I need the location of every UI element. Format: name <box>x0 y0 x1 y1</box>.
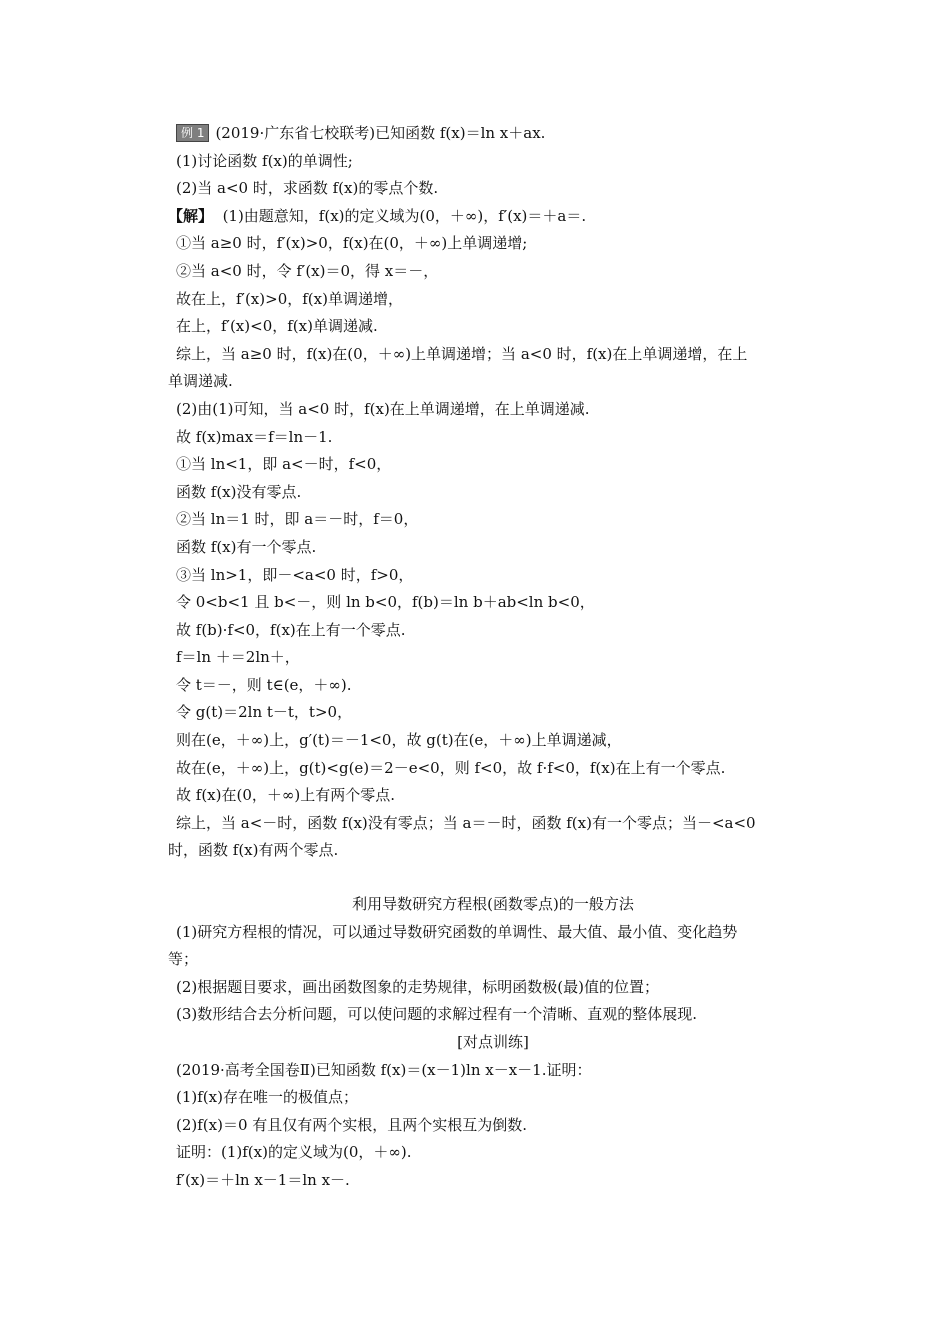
question-2: (2)当 a<0 时，求函数 f(x)的零点个数. <box>176 179 439 198</box>
solution-line: 则在(e，＋∞)上，g′(t)＝－1<0，故 g(t)在(e，＋∞)上单调递减， <box>176 731 622 750</box>
example-header <box>168 120 818 148</box>
example-source-and-statement: (2019·广东省七校联考)已知函数 f(x)＝ln x＋ax. <box>215 124 546 142</box>
method-line: (2)根据题目要求，画出函数图象的走势规律，标明函数极(最)值的位置； <box>176 977 659 996</box>
solution-line: 故在上，f′(x)>0，f(x)单调递增， <box>176 289 403 308</box>
solution-line: 故在(e，＋∞)上，g(t)<g(e)＝2－e<0，则 f<0，故 f·f<0，f(x)在上有一个零点. <box>176 758 726 777</box>
method-line: (3)数形结合去分析问题，可以使问题的求解过程有一个清晰、直观的整体展现. <box>176 1005 698 1024</box>
solution-line: 令 0<b<1 且 b<－，则 ln b<0，f(b)＝ln b＋ab<ln b<0， <box>176 593 595 612</box>
section-spacer <box>168 865 818 891</box>
solution-line: 综上，当 a<－时，函数 f(x)没有零点；当 a＝－时，函数 f(x)有一个零点；当－<a<0 <box>176 813 756 832</box>
solution-line: 故 f(b)·f<0，f(x)在上有一个零点. <box>176 620 406 639</box>
method-line: 等； <box>168 950 199 969</box>
solution-label: 【解】 <box>168 206 214 225</box>
training-line: 证明：(1)f(x)的定义域为(0，＋∞). <box>176 1143 412 1162</box>
solution-line: ②当 a<0 时，令 f′(x)＝0，得 x＝－， <box>176 261 439 280</box>
solution-line: ②当 ln＝1 时，即 a＝－时，f＝0， <box>176 510 419 529</box>
solution-line: 故 f(x)在(0，＋∞)上有两个零点. <box>176 786 395 805</box>
method-line: (1)研究方程根的情况，可以通过导数研究函数的单调性、最大值、最小值、变化趋势 <box>176 922 738 941</box>
training-line: f′(x)＝＋ln x－1＝ln x－. <box>176 1170 350 1189</box>
solution-line: 时，函数 f(x)有两个零点. <box>168 841 339 860</box>
solution-line: ③当 ln>1，即－<a<0 时，f>0， <box>176 565 414 584</box>
solution-line: (2)由(1)可知，当 a<0 时，f(x)在上单调递增，在上单调递减. <box>176 399 590 418</box>
training-line: (2019·高考全国卷Ⅱ)已知函数 f(x)＝(x－1)ln x－x－1.证明： <box>176 1060 592 1079</box>
solution-line: 综上，当 a≥0 时，f(x)在(0，＋∞)上单调递增；当 a<0 时，f(x)在上单调递增，在上 <box>176 344 748 363</box>
solution-line: 令 t＝－，则 t∈(e，＋∞). <box>176 675 352 694</box>
training-line: (2)f(x)＝0 有且仅有两个实根，且两个实根互为倒数. <box>176 1115 528 1134</box>
solution-first-line <box>168 203 818 231</box>
solution-line: 令 g(t)＝2ln t－t，t>0， <box>176 703 353 722</box>
solution-line: 函数 f(x)有一个零点. <box>176 537 317 556</box>
solution-line: 单调递减. <box>168 372 233 391</box>
solution-line: 在上，f′(x)<0，f(x)单调递减. <box>176 317 378 336</box>
solution-line: ①当 a≥0 时，f′(x)>0，f(x)在(0，＋∞)上单调递增; <box>176 234 528 253</box>
training-line: (1)f(x)存在唯一的极值点； <box>176 1088 358 1107</box>
solution-line: ①当 ln<1，即 a<－时，f<0， <box>176 455 392 474</box>
solution-line: f＝ln ＋＝2ln＋， <box>176 648 300 667</box>
document-page <box>168 120 818 1195</box>
solution-line: (1)由题意知，f(x)的定义域为(0，＋∞)，f′(x)＝＋a＝. <box>222 206 587 225</box>
solution-line: 函数 f(x)没有零点. <box>176 482 302 501</box>
solution-line: 故 f(x)max＝f＝ln－1. <box>176 427 333 446</box>
method-title: 利用导数研究方程根(函数零点)的一般方法 <box>352 895 634 914</box>
example-badge: 例 1 <box>176 124 209 142</box>
question-1: (1)讨论函数 f(x)的单调性; <box>176 151 353 170</box>
training-title: [对点训练] <box>457 1033 529 1051</box>
